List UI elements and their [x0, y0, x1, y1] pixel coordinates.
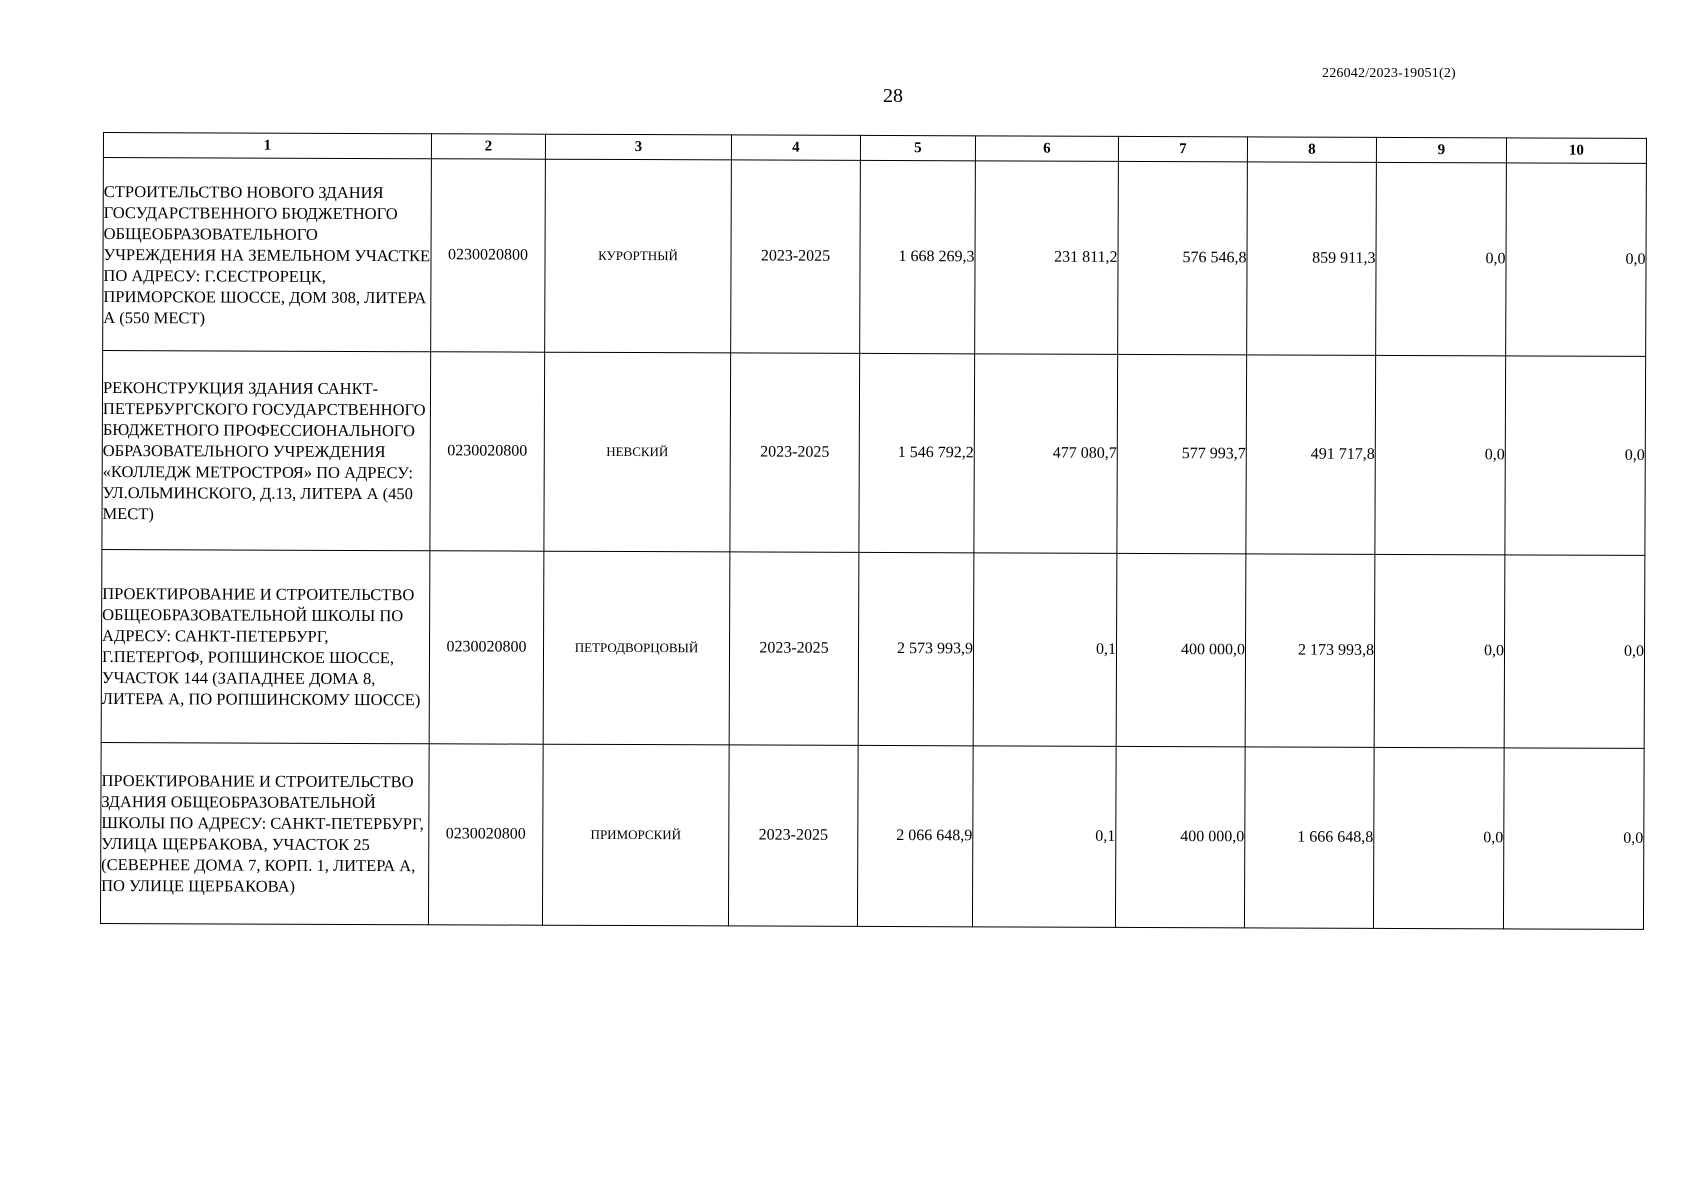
value-cell-6: 231 811,2 [975, 161, 1119, 355]
column-header-8: 8 [1247, 137, 1376, 162]
period-cell: 2023-2025 [729, 552, 859, 745]
value-cell-5: 2 066 648,9 [857, 745, 973, 926]
value-cell-5: 2 573 993,9 [858, 552, 974, 745]
period-cell: 2023-2025 [728, 745, 858, 926]
object-name-cell: РЕКОНСТРУКЦИЯ ЗДАНИЯ САНКТ-ПЕТЕРБУРГСКОГО ГОСУДАРСТВЕННОГО БЮДЖЕТНОГО ПРОФЕССИОНАЛЬНОГО ОБРАЗОВАТЕЛЬНОГО УЧРЕЖДЕНИЯ «КОЛЛЕДЖ МЕТРОСТРОЯ» ПО АДРЕСУ: УЛ.ОЛЬМИНСКОГО, Д.13, ЛИТЕРА А (450 МЕСТ) [102, 351, 431, 551]
column-header-3: 3 [545, 134, 731, 160]
value-cell-9: 0,0 [1376, 162, 1507, 355]
period-cell: 2023-2025 [731, 160, 861, 353]
column-header-1: 1 [103, 133, 431, 159]
value-cell-10: 0,0 [1503, 748, 1644, 930]
value-cell-5: 1 668 269,3 [860, 160, 976, 353]
document-id: 226042/2023-19051(2) [1322, 66, 1456, 81]
value-cell-7: 576 546,8 [1118, 161, 1248, 354]
code-cell: 0230020800 [429, 551, 544, 744]
budget-table [100, 132, 1647, 930]
column-header-2: 2 [431, 134, 545, 159]
object-name-cell: СТРОИТЕЛЬСТВО НОВОГО ЗДАНИЯ ГОСУДАРСТВЕННОГО БЮДЖЕТНОГО ОБЩЕОБРАЗОВАТЕЛЬНОГО УЧРЕЖДЕНИЯ НА ЗЕМЕЛЬНОМ УЧАСТКЕ ПО АДРЕСУ: Г.СЕСТРОРЕЦК, ПРИМОРСКОЕ ШОССЕ, ДОМ 308, ЛИТЕРА А (550 МЕСТ) [103, 158, 432, 352]
value-cell-6: 0,1 [972, 746, 1116, 928]
object-name-cell: ПРОЕКТИРОВАНИЕ И СТРОИТЕЛЬСТВО ОБЩЕОБРАЗОВАТЕЛЬНОЙ ШКОЛЫ ПО АДРЕСУ: САНКТ-ПЕТЕРБУРГ, Г.ПЕТЕРГОФ, РОПШИНСКОЕ ШОССЕ, УЧАСТОК 144 (ЗАПАДНЕЕ ДОМА 8, ЛИТЕРА А, ПО РОПШИНСКОМУ ШОССЕ) [101, 549, 430, 743]
value-cell-7: 577 993,7 [1117, 354, 1247, 553]
column-header-4: 4 [731, 135, 860, 160]
table-row [100, 742, 1644, 929]
value-cell-8: 1 666 648,8 [1244, 747, 1374, 928]
district-cell: НЕВСКИЙ [544, 352, 731, 552]
district-cell: ПЕТРОДВОРЦОВЫЙ [543, 551, 730, 745]
district-cell: КУРОРТНЫЙ [545, 159, 732, 353]
value-cell-6: 477 080,7 [974, 354, 1118, 554]
value-cell-8: 2 173 993,8 [1245, 554, 1375, 747]
value-cell-8: 491 717,8 [1246, 355, 1376, 554]
code-cell: 0230020800 [428, 744, 543, 925]
value-cell-9: 0,0 [1373, 747, 1504, 928]
value-cell-7: 400 000,0 [1115, 746, 1245, 927]
value-cell-8: 859 911,3 [1247, 162, 1377, 355]
district-cell: ПРИМОРСКИЙ [542, 744, 729, 926]
value-cell-9: 0,0 [1374, 554, 1505, 747]
value-cell-10: 0,0 [1506, 163, 1647, 357]
code-cell: 0230020800 [430, 352, 545, 551]
period-cell: 2023-2025 [730, 353, 860, 552]
value-cell-7: 400 000,0 [1116, 553, 1246, 746]
value-cell-9: 0,0 [1375, 355, 1506, 554]
value-cell-10: 0,0 [1504, 555, 1645, 749]
table-row [102, 351, 1646, 556]
column-header-7: 7 [1118, 136, 1247, 161]
column-header-9: 9 [1376, 137, 1506, 162]
table-row [103, 158, 1647, 357]
value-cell-10: 0,0 [1505, 356, 1646, 556]
page-number: 28 [883, 85, 903, 107]
column-header-10: 10 [1506, 138, 1646, 164]
value-cell-5: 1 546 792,2 [859, 353, 975, 552]
table-row [101, 549, 1645, 748]
object-name-cell: ПРОЕКТИРОВАНИЕ И СТРОИТЕЛЬСТВО ЗДАНИЯ ОБЩЕОБРАЗОВАТЕЛЬНОЙ ШКОЛЫ ПО АДРЕСУ: САНКТ-ПЕТЕРБУРГ, УЛИЦА ЩЕРБАКОВА, УЧАСТОК 25 (СЕВЕРНЕЕ ДОМА 7, КОРП. 1, ЛИТЕРА А, ПО УЛИЦЕ ЩЕРБАКОВА) [100, 742, 429, 924]
value-cell-6: 0,1 [973, 553, 1117, 747]
column-header-5: 5 [860, 135, 975, 160]
column-header-6: 6 [975, 136, 1118, 162]
code-cell: 0230020800 [431, 159, 546, 352]
